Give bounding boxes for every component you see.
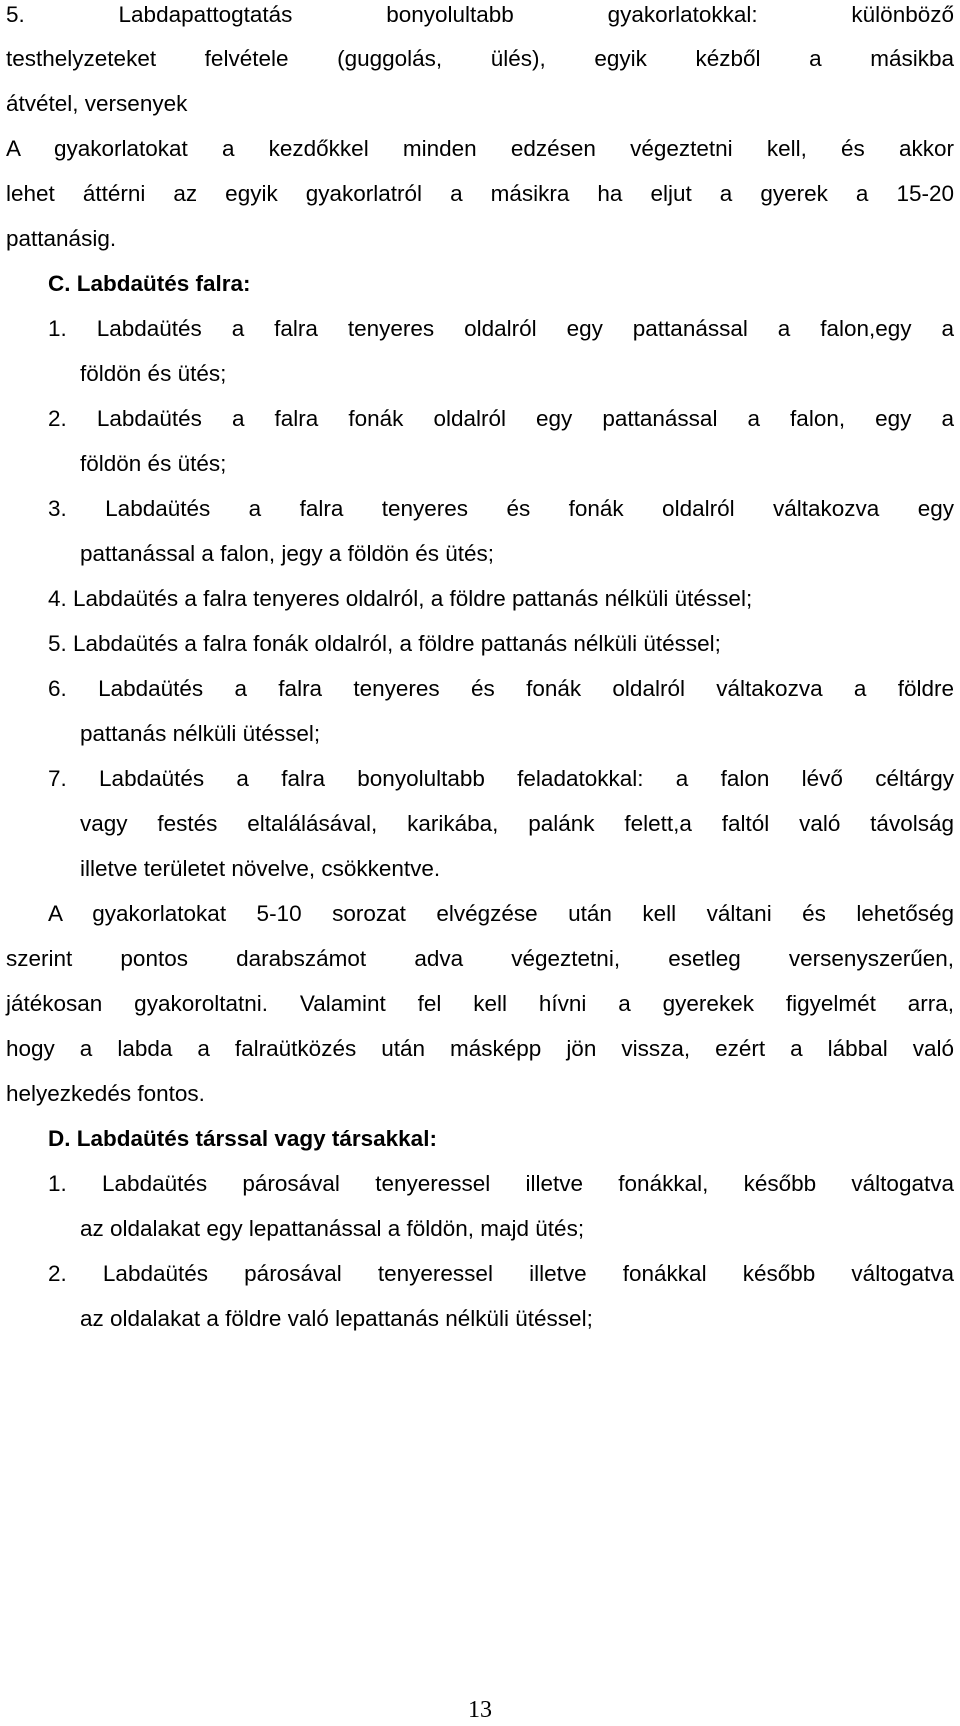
list-item: 6. Labdaütés a falra tenyeres és fonák oldalról váltakozva a földre <box>48 676 954 701</box>
text-line: átvétel, versenyek <box>6 91 188 116</box>
list-item: 2. Labdaütés a falra fonák oldalról egy pattanással a falon, egy a <box>48 406 954 431</box>
paragraph-line: szerint pontos darabszámot adva végeztetni, esetleg versenyszerűen, <box>6 946 954 971</box>
page-number: 13 <box>468 1697 492 1723</box>
section-heading-c: C. Labdaütés falra: <box>48 271 251 296</box>
text-line: testhelyzeteket felvétele (guggolás, ülés), egyik kézből a másikba <box>6 46 954 71</box>
list-item-continuation: pattanás nélküli ütéssel; <box>80 721 321 746</box>
list-item-continuation: földön és ütés; <box>80 361 227 386</box>
text-line: 5. Labdapattogtatás bonyolultabb gyakorlatokkal: különböző <box>6 2 954 27</box>
text-line: A gyakorlatokat a kezdőkkel minden edzésen végeztetni kell, és akkor <box>6 136 954 161</box>
paragraph-line: A gyakorlatokat 5-10 sorozat elvégzése után kell váltani és lehetőség <box>48 901 954 926</box>
list-item-continuation: illetve területet növelve, csökkentve. <box>80 856 441 881</box>
paragraph-line: helyezkedés fontos. <box>6 1081 205 1106</box>
list-item: 1. Labdaütés párosával tenyeressel illetve fonákkal, később váltogatva <box>48 1171 954 1196</box>
list-item-continuation: az oldalakat a földre való lepattanás nélküli ütéssel; <box>80 1306 593 1331</box>
text-line: lehet áttérni az egyik gyakorlatról a másikra ha eljut a gyerek a 15-20 <box>6 181 954 206</box>
section-heading-d: D. Labdaütés társsal vagy társakkal: <box>48 1126 437 1151</box>
list-item: 2. Labdaütés párosával tenyeressel illetve fonákkal később váltogatva <box>48 1261 954 1286</box>
list-item-continuation: földön és ütés; <box>80 451 227 476</box>
list-item-continuation: pattanással a falon, jegy a földön és ütés; <box>80 541 495 566</box>
list-item: 4. Labdaütés a falra tenyeres oldalról, a földre pattanás nélküli ütéssel; <box>48 586 753 611</box>
list-item-continuation: vagy festés eltalálásával, karikába, palánk felett,a faltól való távolság <box>80 811 954 836</box>
list-item-continuation: az oldalakat egy lepattanással a földön, majd ütés; <box>80 1216 585 1241</box>
list-item: 3. Labdaütés a falra tenyeres és fonák oldalról váltakozva egy <box>48 496 954 521</box>
paragraph-line: játékosan gyakoroltatni. Valamint fel kell hívni a gyerekek figyelmét arra, <box>6 991 954 1016</box>
list-item: 5. Labdaütés a falra fonák oldalról, a földre pattanás nélküli ütéssel; <box>48 631 721 656</box>
list-item: 7. Labdaütés a falra bonyolultabb feladatokkal: a falon lévő céltárgy <box>48 766 954 791</box>
list-item: 1. Labdaütés a falra tenyeres oldalról egy pattanással a falon,egy a <box>48 316 954 341</box>
paragraph-line: hogy a labda a falraütközés után másképp jön vissza, ezért a lábbal való <box>6 1036 954 1061</box>
text-line: pattanásig. <box>6 226 117 251</box>
